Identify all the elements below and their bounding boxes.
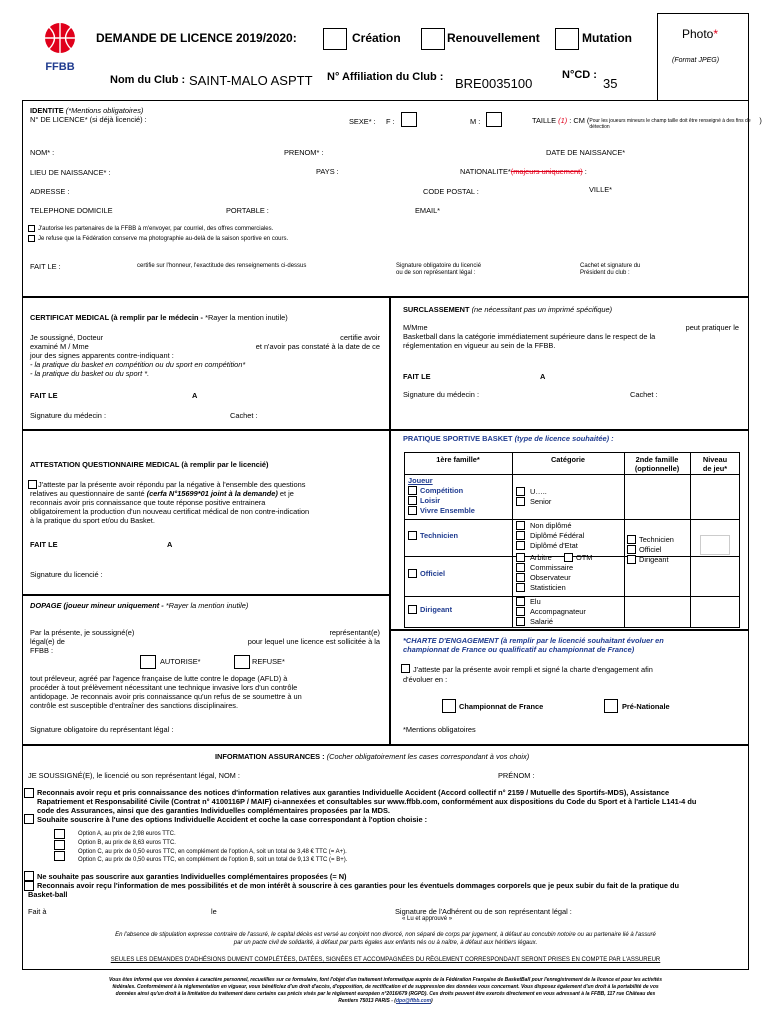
loisir-checkbox[interactable] [408, 496, 417, 505]
photo-label: Photo* [682, 27, 719, 41]
adresse-field[interactable]: ADRESSE : [30, 187, 70, 196]
autorise-checkbox[interactable] [140, 655, 156, 669]
otm-checkbox[interactable] [564, 553, 573, 562]
non-diplome-checkbox[interactable] [516, 521, 525, 530]
dpo-email-link[interactable]: dpo@ffbb.com [395, 998, 432, 1004]
dopage-title: DOPAGE (joueur mineur uniquement - *Rayer la mention inutile) [30, 601, 249, 610]
dopage-section [22, 595, 390, 745]
statisticien-label: Statisticien [530, 583, 566, 592]
f2-technicien-checkbox[interactable] [627, 535, 636, 544]
f2-dirigeant-checkbox[interactable] [627, 555, 636, 564]
dopage-l6: antidopage. Je reconnais avoir pris connaissance qu'un refus de se soumettre à un [30, 692, 302, 701]
creation-label: Création [352, 31, 401, 45]
dopage-l1: Par la présente, je soussigné(e) représentant(e) [30, 628, 380, 637]
certificat-line3: jour des signes apparents contre-indiquant : [30, 351, 174, 360]
option-b-label: Option B, au prix de 8,63 euros TTC. [78, 840, 176, 846]
championnat-france-checkbox[interactable] [442, 699, 456, 713]
diplome-etat-label: Diplômé d'Etat [530, 541, 578, 550]
renouvellement-label: Renouvellement [447, 31, 540, 45]
surclassement-a[interactable]: A [540, 372, 546, 381]
email-field[interactable]: EMAIL* [415, 206, 441, 215]
diplome-federal-label: Diplômé Fédéral [530, 531, 585, 540]
footer-l1: Vous êtes informé que vos données à caractère personnel, recueillies sur ce formulaire, font l'objet d'un traitement informatique auprès de la Fédération Française de BasketBall pour l'enregistrement de la licence et pour les activités [109, 977, 662, 983]
refuse-photo-label: Je refuse que la Fédération conserve ma photographie au-delà de la saison sportive en cours. [38, 236, 289, 242]
vivre-ensemble-checkbox[interactable] [408, 506, 417, 515]
ville-field[interactable]: VILLE* [589, 185, 613, 194]
taille-field[interactable]: TAILLE (1) : CM (Pour les joueurs mineurs le champ taille doit être renseigné à des fins de détection) [532, 116, 762, 130]
identite-fait-le[interactable]: FAIT LE : [30, 262, 61, 271]
ne-souhaite-label: Ne souhaite pas souscrire aux garanties Individuelles complémentaires proposées (= N) [37, 872, 347, 881]
charte-l2: d'évoluer en : [403, 675, 448, 684]
stipulation-l2: par un pacte civil de solidarité, à défaut par parts égales aux enfants nés ou à naître, à défaut aux héritiers légaux. [233, 940, 538, 946]
f2-technicien-label: Technicien [639, 535, 674, 544]
assurances-nom[interactable]: JE SOUSSIGNÉ(E), le licencié ou son représentant légal, NOM : [28, 771, 240, 780]
option-b-checkbox[interactable] [54, 840, 65, 850]
mentions-obligatoires: *Mentions obligatoires [403, 725, 476, 734]
technicien-label: Technicien [420, 531, 459, 540]
charte-checkbox[interactable] [401, 664, 410, 673]
u-label: U….. [530, 487, 547, 496]
certificat-fait-le[interactable]: FAIT LE [30, 391, 58, 400]
sexe-label: SEXE* : [349, 117, 376, 126]
refuse-photo-checkbox[interactable] [28, 235, 35, 242]
cachet-club-label: Cachet et signature du Président du club : [580, 263, 641, 276]
reconnais-info-label: Reconnais avoir reçu l'information de mes possibilités et de mon intérêt à souscrire à ces garanties pour les éventuels dommages corporels que je peux subir du fait de la pratique du [37, 881, 680, 890]
mutation-label: Mutation [582, 31, 632, 45]
lieu-naissance-field[interactable]: LIEU DE NAISSANCE* : [30, 168, 111, 177]
certificat-a[interactable]: A [192, 391, 198, 400]
certifie-text: certifie sur l'honneur, l'exactitude des renseignements ci-dessus [137, 263, 307, 269]
questionnaire-l3: reconnais avoir pris connaissance que toute réponse positive entrainera [30, 498, 266, 507]
assurances-title: INFORMATION ASSURANCES : (Cocher obligatoirement les cases correspondant à vos choix) [215, 752, 530, 761]
technicien-checkbox[interactable] [408, 531, 417, 540]
option-c-checkbox[interactable] [54, 851, 65, 861]
footer-l2: fédérales. Conformément à la réglementation en vigueur, vous bénéficiez d'un droit d'accès, d'opposition, de rectification et de suppression des données vous concernant. Vous disposez également d'un droit à la portabilité de vos [112, 984, 659, 990]
seules-demandes: SEULES LES DEMANDES D'ADHÉSIONS DUMENT COMPLÉTÉES, DATÉES, SIGNÉES ET ACCOMPAGNÉES DU RÈGLEMENT CORRESPONDANT SERONT PRISES EN COMPTE PAR L'ASSUREUR [110, 957, 661, 963]
pays-field[interactable]: PAYS : [316, 167, 339, 176]
club-label: Nom du Club : [110, 74, 186, 86]
surclassement-section [390, 297, 749, 430]
fait-a-field[interactable]: Fait à [28, 907, 47, 916]
questionnaire-l5: à la pratique du sport et/ou du Basket. [30, 516, 155, 525]
non-diplome-label: Non diplômé [530, 521, 572, 530]
ffbb-logo [40, 20, 80, 74]
sexe-m-checkbox[interactable] [486, 112, 502, 127]
licence-number-field[interactable]: N° DE LICENCE* (si déjà licencié) : [30, 115, 147, 124]
otm-label: OTM [576, 553, 593, 562]
observateur-label: Observateur [530, 573, 571, 582]
nom-field[interactable]: NOM* : [30, 148, 55, 157]
dopage-l5: procéder à tout prélèvement nécessitant une technique invasive lors d'un contrôle [30, 683, 298, 692]
sexe-f-checkbox[interactable] [401, 112, 417, 127]
option-a-checkbox[interactable] [54, 829, 65, 839]
refuse-checkbox[interactable] [234, 655, 250, 669]
salarie-label: Salarié [530, 617, 554, 626]
vivre-ensemble-label: Vivre Ensemble [420, 506, 475, 515]
stipulation-l1: En l'absence de stipulation expresse contraire de l'assuré, le capital décès est versé au conjoint non divorcé, non séparé de corps par jugement, à défaut au concubin notoire ou au partenaire lié à l'assuré [115, 932, 656, 938]
renouvellement-checkbox[interactable] [421, 28, 445, 50]
statisticien-checkbox[interactable] [516, 583, 525, 592]
f2-dirigeant-label: Dirigeant [639, 555, 669, 564]
affiliation-label: N° Affiliation du Club : [327, 71, 444, 83]
surclassement-cachet[interactable]: Cachet : [630, 390, 658, 399]
mutation-checkbox[interactable] [555, 28, 579, 50]
arbitre-checkbox[interactable] [516, 553, 525, 562]
ncd-value: 35 [603, 76, 618, 91]
dirigeant-checkbox[interactable] [408, 605, 417, 614]
competition-label: Compétition [420, 486, 464, 495]
portable-field[interactable]: PORTABLE : [226, 206, 269, 215]
senior-checkbox[interactable] [516, 497, 525, 506]
diplome-federal-checkbox[interactable] [516, 531, 525, 540]
officiel-label: Officiel [420, 569, 446, 578]
commissaire-checkbox[interactable] [516, 563, 525, 572]
col-niveau: Niveau de jeu* [702, 455, 728, 473]
refuse-label: REFUSE* [252, 657, 285, 666]
adherent-signature[interactable]: Signature de l'Adhérent ou de son représentant légal : [395, 907, 572, 916]
option-a-label: Option A, au prix de 2,98 euros TTC. [78, 831, 176, 837]
dopage-l4: tout préleveur, agréé par l'agence française de lutte contre le dopage (AFLD) à [30, 674, 288, 683]
basketball-icon [40, 20, 80, 56]
sexe-m-label: M : [470, 117, 481, 126]
souhaite-label: Souhaite souscrire à l'une des options Individuelle Accident et coche la case correspondant à l'option choisie : [37, 815, 428, 824]
col-famille2: 2nde famille (optionnelle) [634, 455, 680, 473]
dopage-l3: FFBB : [30, 646, 53, 655]
u-checkbox[interactable] [516, 487, 525, 496]
questionnaire-checkbox[interactable] [28, 480, 37, 489]
telephone-field[interactable]: TELEPHONE DOMICILE [30, 206, 113, 215]
surclassement-fait-le[interactable]: FAIT LE [403, 372, 431, 381]
reconnais-r2: Rapatriement et Responsabilité Civile (Contrat n° 4100116P / MAIF) ci-annexées et consultables sur www.ffbb.com, conformément aux dispositions du Code du Sport et à l'article L141-4 du [37, 797, 697, 806]
certificat-line1: Je soussigné, Docteur certifie avoir [30, 333, 380, 342]
questionnaire-a[interactable]: A [167, 540, 173, 549]
accompagnateur-label: Accompagnateur [530, 607, 586, 616]
joueur-label: Joueur [408, 476, 433, 485]
souhaite-checkbox[interactable] [24, 814, 34, 824]
dirigeant-label: Dirigeant [420, 605, 453, 614]
sexe-f-label: F : [386, 117, 395, 126]
diplome-etat-checkbox[interactable] [516, 541, 525, 550]
autorise-partenaires-label: J'autorise les partenaires de la FFBB à m'envoyer, par courriel, des offres commerciales. [38, 226, 274, 232]
questionnaire-l2: relatives au questionnaire de santé (cerfa N°15699*01 joint à la demande) et je [30, 489, 294, 498]
club-value: SAINT-MALO ASPTT [189, 73, 313, 88]
le-field[interactable]: le [211, 907, 217, 916]
surclassement-line2: Basketball dans la catégorie immédiatement supérieure dans le respect de la [403, 332, 656, 341]
dopage-signature[interactable]: Signature obligatoire du représentant légal : [30, 725, 174, 734]
certificat-line2: examiné M / Mme et n'avoir pas constaté à la date de ce [30, 342, 380, 351]
lu-approuve: « Lu et approuvé » [402, 916, 453, 922]
autorise-label: AUTORISE* [160, 657, 201, 666]
charte-title: *CHARTE D'ENGAGEMENT (à remplir par le licencié souhaitant évoluer en [403, 636, 664, 645]
option-c-label: Option C, au prix de 0,50 euros TTC, en complément de l'option A, soit un total de 3,48 € TTC (= A+). [78, 849, 347, 855]
certificat-title: CERTIFICAT MEDICAL (à remplir par le médecin - *Rayer la mention inutile) [30, 313, 288, 322]
surclassement-line1: M/Mme peut pratiquer le [403, 323, 739, 332]
pre-nationale-checkbox[interactable] [604, 699, 618, 713]
footer-l3: données ainsi qu'un droit à la limitation du traitement dans certains cas précis visés par le règlement européen n°2016/679 (RGPD). Ces droits peuvent être exercés directement en vous adressant à la FFBB, 117 rue Château des [115, 991, 656, 997]
certificat-cachet[interactable]: Cachet : [230, 411, 258, 420]
surclassement-title: SURCLASSEMENT (ne nécessitant pas un imprimé spécifique) [403, 305, 613, 314]
col-categorie: Catégorie [550, 455, 586, 464]
reconnais-notices-checkbox[interactable] [24, 788, 34, 798]
certificat-line5: - la pratique du basket ou du sport *. [30, 369, 150, 378]
observateur-checkbox[interactable] [516, 573, 525, 582]
certificat-line4: - la pratique du basket en compétition ou du sport en compétition* [30, 360, 246, 369]
elu-label: Elu [530, 597, 541, 606]
prenom-field[interactable]: PRENOM* : [284, 148, 324, 157]
option-d-label: Option C, au prix de 0,50 euros TTC, en complément de l'option B, soit un total de 9,13 € TTC (= B+). [78, 857, 348, 863]
dopage-l2: légal(e) de pour lequel une licence est sollicitée à la [30, 637, 380, 646]
surclassement-line3: réglementation en vigueur au sein de la FFBB. [403, 341, 556, 350]
logo-text: FFBB [45, 61, 75, 73]
affiliation-value: BRE0035100 [455, 76, 533, 91]
reconnais-info-label2: Basket-ball [28, 890, 68, 899]
identite-title: IDENTITE (*Mentions obligatoires) [30, 106, 144, 115]
charte-l1: J'atteste par la présente avoir rempli et signé la charte d'engagement afin [413, 665, 653, 674]
niveau-input[interactable] [700, 535, 730, 555]
signature-licencie-label: Signature obligatoire du licencié ou de son représentant légal : [396, 263, 482, 276]
assurances-prenom[interactable]: PRÉNOM : [498, 771, 535, 780]
salarie-checkbox[interactable] [516, 617, 525, 626]
commissaire-label: Commissaire [530, 563, 574, 572]
questionnaire-signature[interactable]: Signature du licencié : [30, 570, 103, 579]
code-postal-field[interactable]: CODE POSTAL : [423, 187, 479, 196]
questionnaire-title: ATTESTATION QUESTIONNAIRE MEDICAL (à remplir par le licencié) [30, 460, 269, 469]
date-naissance-field[interactable]: DATE DE NAISSANCE* [546, 148, 626, 157]
f2-officiel-label: Officiel [639, 545, 662, 554]
loisir-label: Loisir [420, 496, 441, 505]
accompagnateur-checkbox[interactable] [516, 607, 525, 616]
surclassement-signature[interactable]: Signature du médecin : [403, 390, 480, 399]
pratique-title: PRATIQUE SPORTIVE BASKET (type de licence souhaitée) : [403, 434, 614, 443]
competition-checkbox[interactable] [408, 486, 417, 495]
nationalite-field[interactable]: NATIONALITE*(majeurs uniquement) : [460, 167, 587, 176]
championnat-france-label: Championnat de France [459, 702, 544, 711]
questionnaire-l1: J'atteste par la présente avoir répondu par la négative à l'ensemble des questions [38, 480, 306, 489]
questionnaire-l4: obligatoirement la production d'un nouveau certificat médical de non contre-indication [30, 507, 310, 516]
footer-l4: Rentiers 75013 PARIS - (dpo@ffbb.com) [338, 998, 433, 1004]
ncd-label: N°CD : [562, 69, 597, 81]
elu-checkbox[interactable] [516, 597, 525, 606]
charte-title2: championnat de France ou qualificatif au championnat de France) [403, 645, 635, 654]
senior-label: Senior [530, 497, 552, 506]
creation-checkbox[interactable] [323, 28, 347, 50]
reconnais-r3: code des Assurances, ainsi que des garanties Individuelles complémentaires proposées par la MDS. [37, 806, 390, 815]
certificat-signature[interactable]: Signature du médecin : [30, 411, 107, 420]
col-famille1: 1ère famille* [436, 455, 480, 464]
pre-nationale-label: Pré-Nationale [622, 702, 670, 711]
photo-format: (Format JPEG) [672, 57, 720, 64]
f2-officiel-checkbox[interactable] [627, 545, 636, 554]
autorise-partenaires-checkbox[interactable] [28, 225, 35, 232]
dopage-l7: contrôle est susceptible d'entraîner des sanctions disciplinaires. [30, 701, 239, 710]
form-title: DEMANDE DE LICENCE 2019/2020: [96, 31, 297, 45]
ne-souhaite-checkbox[interactable] [24, 871, 34, 881]
reconnais-r1: Reconnais avoir reçu et pris connaissance des notices d'information relatives aux garanties Individuelle Accident (Accord collectif n° 2159 / Mutuelle des Sportifs-MDS), Assistance [37, 788, 670, 797]
officiel-checkbox[interactable] [408, 569, 417, 578]
questionnaire-fait-le[interactable]: FAIT LE [30, 540, 58, 549]
arbitre-label: Arbitre [530, 553, 552, 562]
